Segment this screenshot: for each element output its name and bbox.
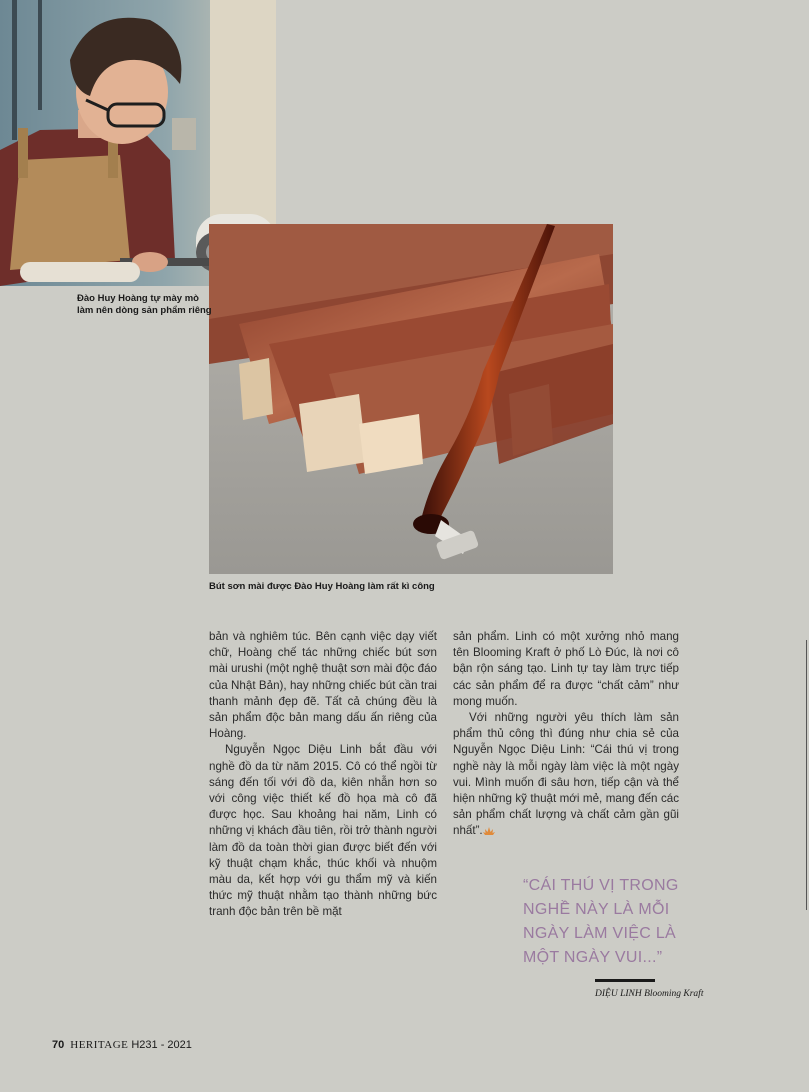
article-column-2 (453, 629, 679, 840)
page-edge-line (806, 640, 807, 910)
page-footer (52, 1039, 192, 1051)
quote-divider (595, 979, 655, 982)
pen-photo-caption: Bút sơn mài được Đào Huy Hoàng làm rất kì công (209, 581, 435, 592)
page-number: 70 (52, 1039, 65, 1051)
article-paragraph: sản phẩm. Linh có một xưởng nhỏ mang tên Blooming Kraft ở phố Lò Đúc, là nơi cô bận rộn sáng tạo. Linh tự tay làm trực tiếp các sản phẩm để ra được “chất cảm” như mong muốn. (453, 630, 679, 708)
article-paragraph-last (453, 710, 679, 840)
article-column-1 (209, 629, 437, 921)
article-paragraph: bản và nghiêm túc. Bên cạnh việc dạy viết chữ, Hoàng chế tác những chiếc bút sơn mài urushi (một nghệ thuật sơn mài độc đáo của Nhật Bản), hay những chiếc bút cần trai thanh mảnh đẹp đẽ. Tất cả chúng đều là sản phẩm độc bản mang dấu ấn riêng của Hoàng. (209, 630, 437, 741)
lotus-end-mark-icon (483, 827, 495, 835)
issue-number: H231 - 2021 (131, 1039, 192, 1051)
lacquer-pen-photo (209, 224, 613, 574)
quote-attribution: DIỆU LINH Blooming Kraft (595, 989, 704, 999)
pull-quote: “CÁI THÚ VỊ TRONG NGHỀ NÀY LÀ MỖI NGÀY LÀM VIỆC LÀ MỘT NGÀY VUI...” (523, 877, 679, 966)
magazine-name: HERITAGE (70, 1039, 129, 1051)
craftsman-photo-caption: Đào Huy Hoàng tự mày mò làm nên dòng sản phẩm riêng (77, 293, 212, 316)
article-paragraph: Nguyễn Ngọc Diệu Linh bắt đầu với nghề đồ da từ năm 2015. Cô có thể ngồi từ sáng đến tối với đồ da, kiên nhẫn hơn so với công việc thiết kế đồ họa mà cô đã được học. Sau khoảng hai năm, Linh có những vị khách đầu tiên, rồi trở thành người làm đồ da toàn thời gian được biết đến với kỹ thuật chạm khắc, thúc khối và nhuộm màu da, kết hợp với gu thẩm mỹ và kiến thức mỹ thuật nhằm tạo thành những bức tranh độc bản trên bề mặt (209, 743, 437, 919)
article-paragraph-text: Với những người yêu thích làm sản phẩm thủ công thì đúng như chia sẻ của Nguyễn Ngọc Diệu Linh: “Cái thú vị trong nghề này là mỗi ngày làm việc là một ngày vui. Mình muốn đi sâu hơn, tiếp cận và thể hiện những kỹ thuật mới mẻ, mang đến các sản phẩm chất lượng và chất cảm gần gũi nhất”. (453, 711, 679, 838)
